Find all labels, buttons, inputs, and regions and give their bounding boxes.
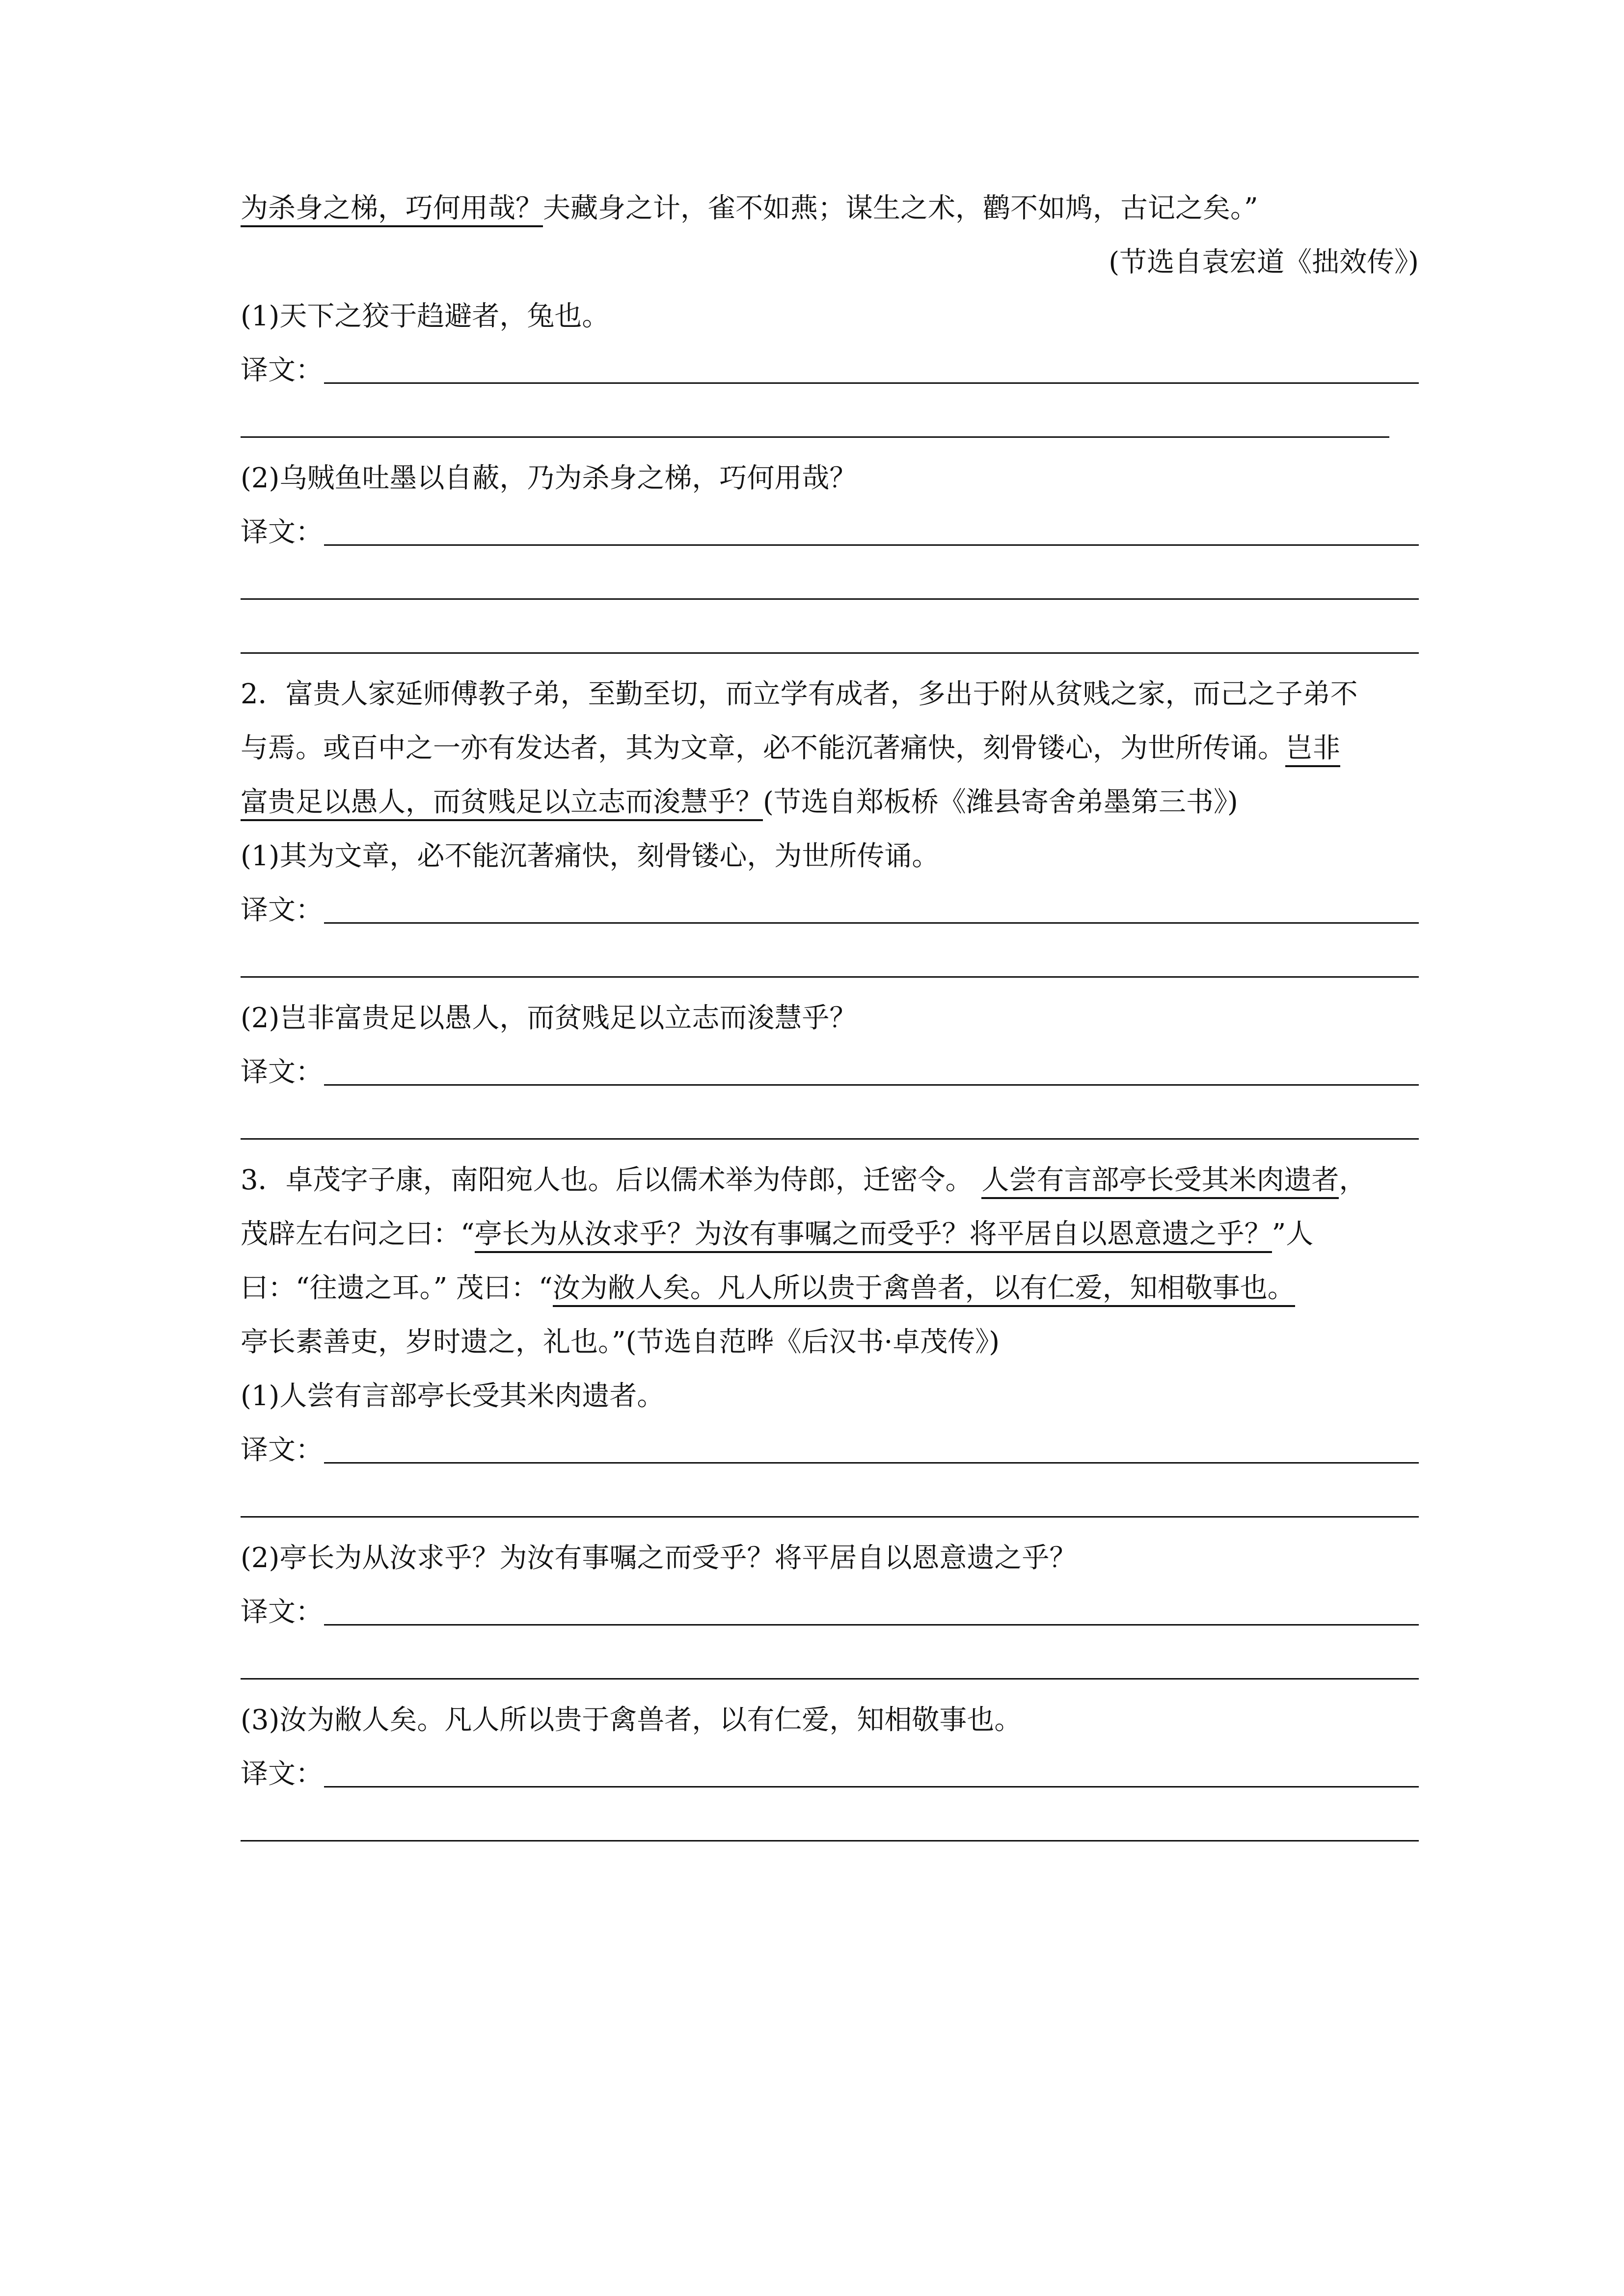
question-prompt: (2)岂非富贵足以愚人，而贫贱足以立志而浚慧乎？: [241, 1002, 857, 1034]
passage-text: 曰：“往遗之耳。” 茂曰：“: [241, 1272, 553, 1304]
answer-line[interactable]: [241, 1840, 1419, 1842]
translation-label: 译文：: [241, 1758, 323, 1790]
answer-line[interactable]: [241, 976, 1419, 978]
answer-line[interactable]: [324, 1084, 1419, 1086]
translation-label: 译文：: [241, 1056, 323, 1088]
answer-line[interactable]: [324, 1462, 1419, 1464]
answer-line[interactable]: [241, 652, 1419, 654]
passage-text: 夫藏身之计，雀不如燕；谋生之术，鹳不如鸠，古记之矣。”: [543, 192, 1258, 224]
answer-line[interactable]: [324, 1786, 1419, 1788]
passage2-source: (节选自郑板桥《潍县寄舍弟墨第三书》): [763, 786, 1238, 818]
passage3-line: [241, 1153, 1419, 1207]
passage-text: ，: [1339, 1164, 1367, 1196]
underlined-sentence: 亭长为从汝求乎？为汝有事嘱之而受乎？将平居自以恩意遗之乎？: [475, 1218, 1272, 1253]
passage-text: ”人: [1272, 1218, 1314, 1250]
answer-line[interactable]: [324, 922, 1419, 924]
answer-row[interactable]: [241, 883, 1419, 937]
translation-label: 译文：: [241, 1596, 323, 1628]
underlined-sentence: 汝为敝人矣。凡人所以贵于禽兽者，以有仁爱，知相敬事也。: [553, 1272, 1295, 1307]
answer-row[interactable]: [241, 1585, 1419, 1639]
answer-row-continuation[interactable]: [241, 1801, 1419, 1855]
translation-label: 译文：: [241, 354, 323, 386]
answer-row[interactable]: [241, 1747, 1419, 1801]
question-prompt: (1)天下之狡于趋避者，兔也。: [241, 300, 610, 332]
underlined-sentence: 人尝有言部亭长受其米肉遗者: [981, 1164, 1339, 1199]
answer-row[interactable]: [241, 344, 1419, 398]
answer-row[interactable]: [241, 1423, 1419, 1477]
answer-row-continuation[interactable]: [241, 560, 1419, 614]
passage3-line: [241, 1315, 1419, 1369]
passage-text: 茂辟左右问之曰：“: [241, 1218, 475, 1250]
passage2-line: 2．富贵人家延师傅教子弟，至勤至切，而立学有成者，多出于附从贫贱之家，而己之子弟不: [241, 678, 1358, 710]
answer-row[interactable]: [241, 1045, 1419, 1099]
answer-line[interactable]: [241, 1138, 1419, 1140]
passage1-last-line: [241, 182, 1419, 236]
passage2-line: [241, 721, 1419, 775]
passage3-source: (节选自范晔《后汉书·卓茂传》): [625, 1326, 1000, 1358]
answer-row-continuation[interactable]: [241, 1099, 1419, 1153]
underlined-sentence: 为杀身之梯，巧何用哉？: [241, 192, 543, 227]
answer-line[interactable]: [241, 1516, 1419, 1518]
answer-row[interactable]: [241, 506, 1419, 560]
translation-label: 译文：: [241, 894, 323, 926]
question-prompt: (1)其为文章，必不能沉著痛快，刻骨镂心，为世所传诵。: [241, 840, 940, 872]
passage3-line: [241, 1207, 1419, 1261]
passage-text: 亭长素善吏，岁时遗之，礼也。”: [241, 1326, 626, 1358]
underlined-sentence: 岂非: [1285, 732, 1340, 767]
translation-label: 译文：: [241, 1434, 323, 1466]
underlined-sentence: 富贵足以愚人，而贫贱足以立志而浚慧乎？: [241, 786, 763, 821]
answer-line[interactable]: [324, 1624, 1419, 1626]
passage1-source: (节选自袁宏道《拙效传》): [1109, 246, 1419, 278]
answer-line[interactable]: [241, 436, 1389, 438]
answer-row-continuation[interactable]: [241, 398, 1419, 452]
passage-text: 3．卓茂字子康，南阳宛人也。后以儒术举为侍郎，迁密令。: [241, 1164, 973, 1196]
answer-row-continuation[interactable]: [241, 614, 1419, 667]
question-prompt: (2)亭长为从汝求乎？为汝有事嘱之而受乎？将平居自以恩意遗之乎？: [241, 1542, 1077, 1574]
translation-label: 译文：: [241, 516, 323, 548]
worksheet-page: [241, 182, 1419, 1855]
answer-row-continuation[interactable]: [241, 1639, 1419, 1693]
question-prompt: (3)汝为敝人矣。凡人所以贵于禽兽者，以有仁爱，知相敬事也。: [241, 1704, 1022, 1736]
question-prompt: (2)乌贼鱼吐墨以自蔽，乃为杀身之梯，巧何用哉？: [241, 462, 857, 494]
passage3-line: [241, 1261, 1419, 1315]
answer-line[interactable]: [324, 544, 1419, 546]
answer-row-continuation[interactable]: [241, 937, 1419, 991]
answer-line[interactable]: [324, 382, 1419, 384]
answer-line[interactable]: [241, 598, 1419, 600]
passage-text: 与焉。或百中之一亦有发达者，其为文章，必不能沉著痛快，刻骨镂心，为世所传诵。: [241, 732, 1285, 764]
answer-row-continuation[interactable]: [241, 1477, 1419, 1531]
question-prompt: (1)人尝有言部亭长受其米肉遗者。: [241, 1380, 665, 1412]
answer-line[interactable]: [241, 1678, 1419, 1680]
passage2-line: [241, 775, 1419, 829]
